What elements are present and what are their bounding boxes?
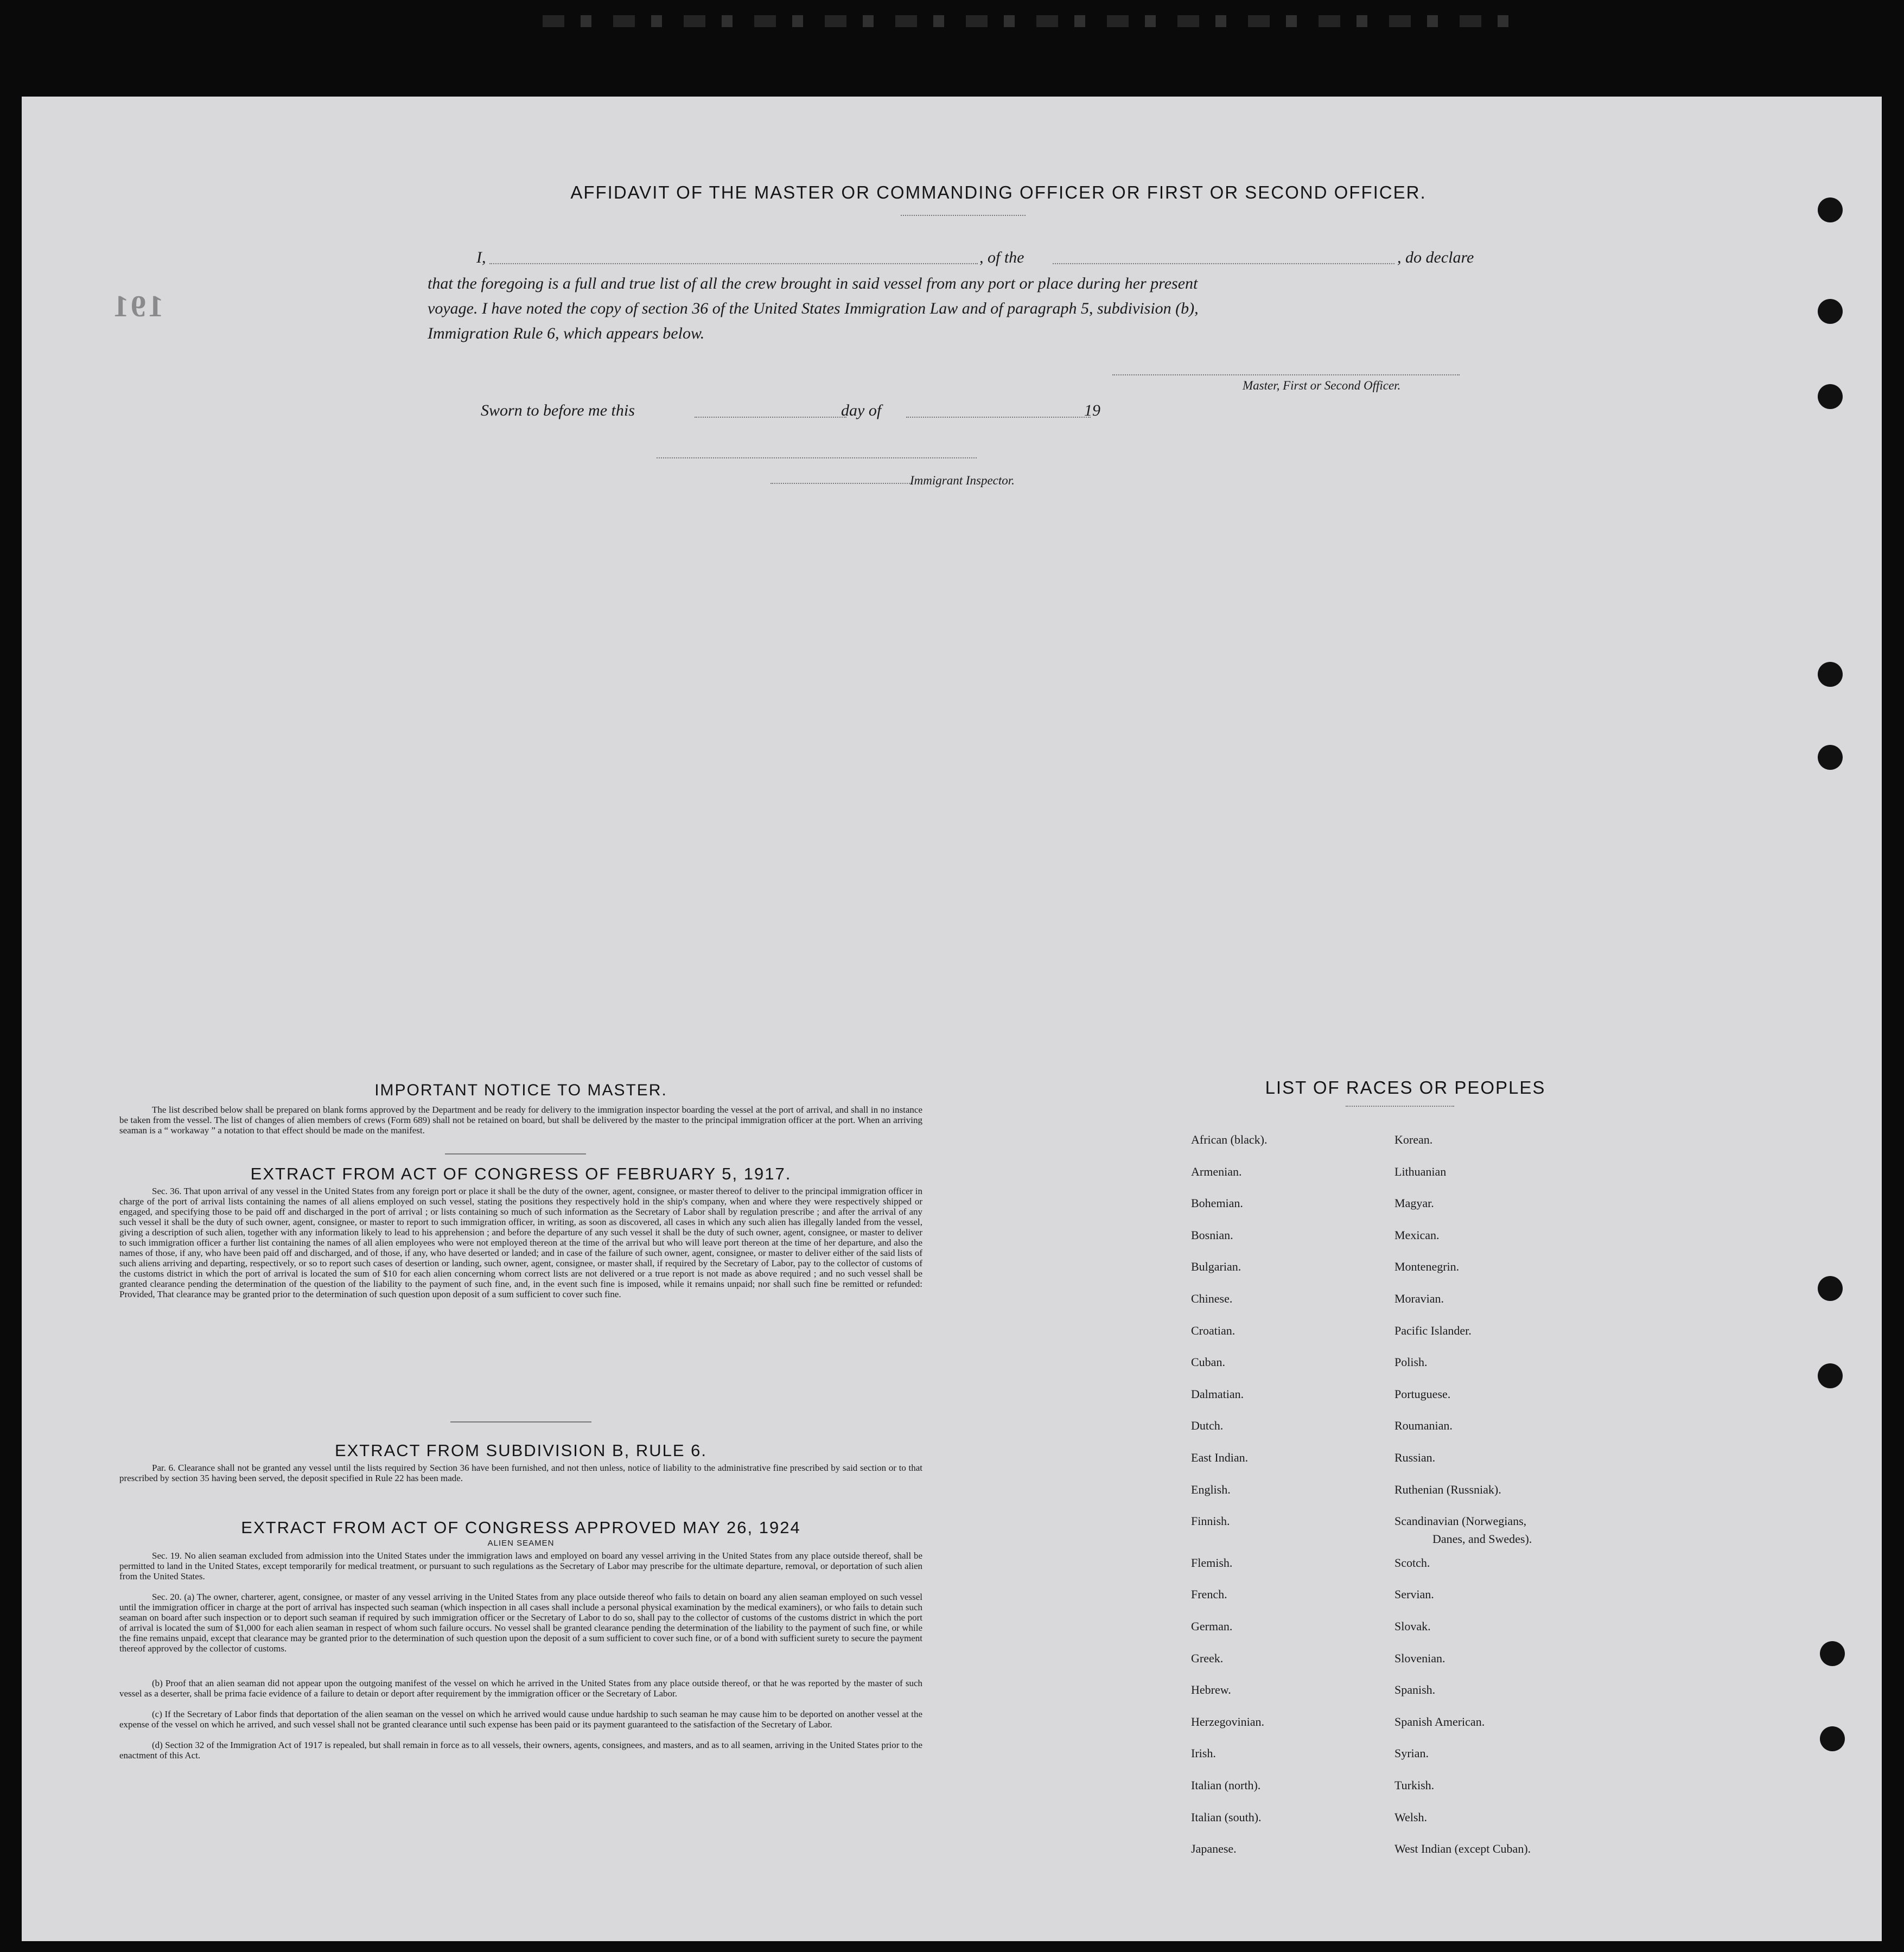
race-left-item: Chinese. <box>1191 1292 1233 1305</box>
name-blank <box>489 263 978 264</box>
race-left-item: Japanese. <box>1191 1842 1237 1855</box>
race-left-item: Armenian. <box>1191 1165 1242 1178</box>
race-left-item: Bohemian. <box>1191 1196 1243 1210</box>
extract-1924-sec20a: Sec. 20. (a) The owner, charterer, agent, consignee, or master of any vessel arriving in the United States from any place outside thereof who fails to detain on board any alien seaman employed on such vessel until the immigration officer in charge at the port of arrival has inspected such seaman (which inspection in all cases shall include a personal physical examination by the medical examiners), or who fails to detain such seaman on board after such inspection or to deport such seaman if required by such immigration officer or the Secretary of Labor to do so, shall pay to the collector of customs of the customs district in which the port of arrival is located the sum of $1,000 for each alien seaman in respect of whom such failure occurs. No vessel shall be granted clearance pending the determination of the liability to the payment of such fine, or while the fine remains unpaid, except that clearance may be granted prior to the determination of such question upon the deposit of a sum sufficient to cover such fine, or of a bond with sufficient surety to secure the payment thereof approved by the collector of customs. <box>119 1592 922 1654</box>
race-left-item: African (black). <box>1191 1133 1268 1146</box>
binder-hole-icon <box>1818 197 1843 222</box>
race-left-item: Hebrew. <box>1191 1683 1231 1696</box>
race-right-item: Moravian. <box>1394 1292 1444 1305</box>
race-left-item: Dutch. <box>1191 1419 1224 1432</box>
race-scandinavian-continued: Danes, and Swedes). <box>1432 1532 1532 1546</box>
binder-hole-icon <box>1818 1276 1843 1301</box>
race-left-item: English. <box>1191 1483 1231 1496</box>
race-right-item: Montenegrin. <box>1394 1260 1460 1273</box>
sworn-month-blank <box>906 417 1091 418</box>
affidavit-of-the: , of the <box>979 248 1024 266</box>
race-right-item: Scandinavian (Norwegians, <box>1394 1514 1527 1528</box>
race-right-item: West Indian (except Cuban). <box>1394 1842 1531 1855</box>
race-left-item: Cuban. <box>1191 1355 1225 1369</box>
race-left-item: Bosnian. <box>1191 1228 1233 1242</box>
race-right-item: Turkish. <box>1394 1778 1435 1792</box>
race-left-item: Irish. <box>1191 1746 1216 1760</box>
binder-hole-icon <box>1818 1363 1843 1388</box>
race-right-item: Scotch. <box>1394 1556 1430 1570</box>
affidavit-i: I, <box>476 248 486 266</box>
race-right-item: Syrian. <box>1394 1746 1429 1760</box>
race-right-item: Roumanian. <box>1394 1419 1453 1432</box>
extract-1924-sec20b: (b) Proof that an alien seaman did not appear upon the outgoing manifest of the vessel on which he arrived in the United States from any place outside thereof, or that he was reported by the master of such vessel as a deserter, shall be prima facie evidence of a failure to detain or deport after requirement by the immigration officer or the Secretary of Labor. <box>119 1678 922 1699</box>
affidavit-title: AFFIDAVIT OF THE MASTER OR COMMANDING OFFICER OR FIRST OR SECOND OFFICER. <box>570 182 1427 202</box>
race-left-item: Croatian. <box>1191 1324 1236 1337</box>
race-right-item: Lithuanian <box>1394 1165 1447 1178</box>
extract-1924-subtitle: ALIEN SEAMEN <box>487 1539 555 1548</box>
binder-hole-icon <box>1818 745 1843 770</box>
extract-1917-text: Sec. 36. That upon arrival of any vessel in the United States from any foreign port or place it shall be the duty of the owner, agent, consignee, or master thereof to deliver to the principal immigration officer in charge of the port of arrival lists containing the names of all aliens employed on such vessel, stating the positions they respectively hold in the ship's company, when and where they were respectively shipped or engaged, and specifying those to be paid off and discharged in the port of arrival ; or lists containing so much of such information as the Secretary of Labor shall by regulation prescribe ; and after the arrival of any such vessel it shall be the duty of such owner, agent, consignee, or master to report to such immigration officer, in writing, as soon as discovered, all cases in which any such alien has illegally landed from the vessel, giving a description of such alien, together with any information likely to lead to his apprehension ; and before the departure of any such vessel it shall be the duty of such owner, agent, consignee, or master to deliver to such immigration officer a further list containing the names of all alien employees who were not employed thereon at the time of the arrival but who will leave port thereon at the time of her departure, and also the names of those, if any, who have been paid off and discharged, and of those, if any, who have deserted or landed; and in case of the failure of such owner, agent, consignee, or master to deliver either of the said lists of such aliens arriving and departing, respectively, or so to report such cases of desertion or landing, such owner, agent, consignee, or master shall, if required by the Secretary of Labor, pay to the collector of customs of the customs district in which the port of arrival is located the sum of $10 for each alien concerning whom correct lists are not delivered or a true report is not made as above required ; and no such vessel shall be granted clearance pending the determination of the question of the liability to the payment of such fine, and, in the event such fine is imposed, while it remains unpaid; nor shall such fine be remitted or refunded: Provided, That clearance may be granted prior to the determination of such question upon deposit of a sum sufficient to cover such fine. <box>119 1186 922 1299</box>
title-divider <box>901 215 1026 216</box>
race-right-item: Slovak. <box>1394 1619 1431 1633</box>
race-right-item: Mexican. <box>1394 1228 1440 1242</box>
document-page <box>22 97 1882 1941</box>
sworn-label: Sworn to before me this <box>481 401 635 419</box>
race-right-item: Servian. <box>1394 1587 1434 1601</box>
affidavit-line-3: voyage. I have noted the copy of section 36 of the United States Immigration Law and of paragraph 5, subdivision (b), <box>428 299 1199 317</box>
binder-hole-icon <box>1820 1641 1845 1666</box>
day-of-label: day of <box>841 401 882 419</box>
sworn-day-blank <box>695 417 846 418</box>
race-left-item: Bulgarian. <box>1191 1260 1241 1273</box>
race-right-item: Ruthenian (Russniak). <box>1394 1483 1501 1496</box>
race-right-item: Magyar. <box>1394 1196 1434 1210</box>
race-right-item: Portuguese. <box>1394 1387 1451 1401</box>
affidavit-line-4: Immigration Rule 6, which appears below. <box>428 324 705 342</box>
race-left-item: Finnish. <box>1191 1514 1230 1528</box>
extract-1924-sec20d: (d) Section 32 of the Immigration Act of 1917 is repealed, but shall remain in force as to all vessels, their owners, agents, consignees, and masters, and as to all seamen, arriving in the United States prior to the enactment of this Act. <box>119 1740 922 1760</box>
affidavit-line-2: that the foregoing is a full and true list of all the crew brought in said vessel from any port or place during her present <box>428 275 1198 292</box>
race-left-item: Italian (south). <box>1191 1810 1262 1824</box>
race-right-item: Russian. <box>1394 1451 1436 1464</box>
vessel-blank <box>1053 263 1394 264</box>
race-left-item: Italian (north). <box>1191 1778 1261 1792</box>
notice-title: IMPORTANT NOTICE TO MASTER. <box>374 1081 667 1099</box>
race-left-item: French. <box>1191 1587 1227 1601</box>
race-right-item: Pacific Islander. <box>1394 1324 1472 1337</box>
binder-hole-icon <box>1818 299 1843 324</box>
extract-1917-title: EXTRACT FROM ACT OF CONGRESS OF FEBRUARY 5, 1917. <box>250 1164 792 1183</box>
extract-1924-sec20c: (c) If the Secretary of Labor finds that deportation of the alien seaman on the vessel on which he arrived would cause undue hardship to such seaman he may cause him to be deported on another vessel at the expense of the vessel on which he arrived, and such vessel shall not be granted clearance until such expense has been paid or its payment guaranteed to the satisfaction of the Secretary of Labor. <box>119 1709 922 1730</box>
race-left-item: Flemish. <box>1191 1556 1233 1570</box>
race-right-item: Welsh. <box>1394 1810 1427 1824</box>
master-signature-label: Master, First or Second Officer. <box>1243 379 1401 392</box>
extract-1924-title: EXTRACT FROM ACT OF CONGRESS APPROVED MAY 26, 1924 <box>241 1518 801 1537</box>
inspector-label: Immigrant Inspector. <box>910 474 1015 487</box>
year-label: 19 <box>1084 401 1100 419</box>
affidavit-do-declare: , do declare <box>1397 248 1474 266</box>
race-right-item: Korean. <box>1394 1133 1433 1146</box>
race-left-item: German. <box>1191 1619 1233 1633</box>
extract-1917-divider <box>450 1421 591 1422</box>
extract-rule6-text: Par. 6. Clearance shall not be granted any vessel until the lists required by Section 36 have been furnished, and not then unless, notice of liability to the administrative fine prescribed by said section or to that prescribed by section 35 having been served, the deposit specified in Rule 22 has been made. <box>119 1463 922 1483</box>
inspector-line <box>770 483 912 484</box>
races-title: LIST OF RACES OR PEOPLES <box>1265 1077 1546 1098</box>
notice-text: The list described below shall be prepared on blank forms approved by the Department and be ready for delivery to the immigration inspector boarding the vessel at the port of arrival, and shall in no instance be taken from the vessel. The list of changes of alien members of crews (Form 689) shall not be retained on board, but shall be delivered by the master to the principal immigration officer at the port. When an arriving seaman is a “ workaway ” a notation to that effect should be made on the manifest. <box>119 1105 922 1136</box>
race-left-item: Dalmatian. <box>1191 1387 1244 1401</box>
margin-stamp: 191 <box>111 290 163 323</box>
extract-rule6-title: EXTRACT FROM SUBDIVISION B, RULE 6. <box>334 1441 708 1460</box>
race-left-item: East Indian. <box>1191 1451 1249 1464</box>
race-right-item: Slovenian. <box>1394 1651 1445 1665</box>
scan-edge-strip <box>543 15 1519 27</box>
inspector-line-top <box>657 457 977 458</box>
race-right-item: Spanish American. <box>1394 1715 1485 1728</box>
binder-hole-icon <box>1818 384 1843 409</box>
extract-1924-sec19: Sec. 19. No alien seaman excluded from admission into the United States under the immigration laws and employed on board any vessel arriving in the United States from any place outside thereof, shall be permitted to land in the United States, except temporarily for medical treatment, or pursuant to such regulations as the Secretary of Labor may prescribe for the ultimate departure, removal, or deportation of such alien from the United States. <box>119 1551 922 1581</box>
race-right-item: Spanish. <box>1394 1683 1436 1696</box>
binder-hole-icon <box>1820 1726 1845 1751</box>
binder-hole-icon <box>1818 662 1843 687</box>
master-signature-line <box>1112 374 1460 375</box>
race-right-item: Polish. <box>1394 1355 1428 1369</box>
races-divider <box>1346 1106 1454 1107</box>
race-left-item: Greek. <box>1191 1651 1224 1665</box>
notice-divider <box>445 1153 586 1154</box>
race-left-item: Herzegovinian. <box>1191 1715 1264 1728</box>
